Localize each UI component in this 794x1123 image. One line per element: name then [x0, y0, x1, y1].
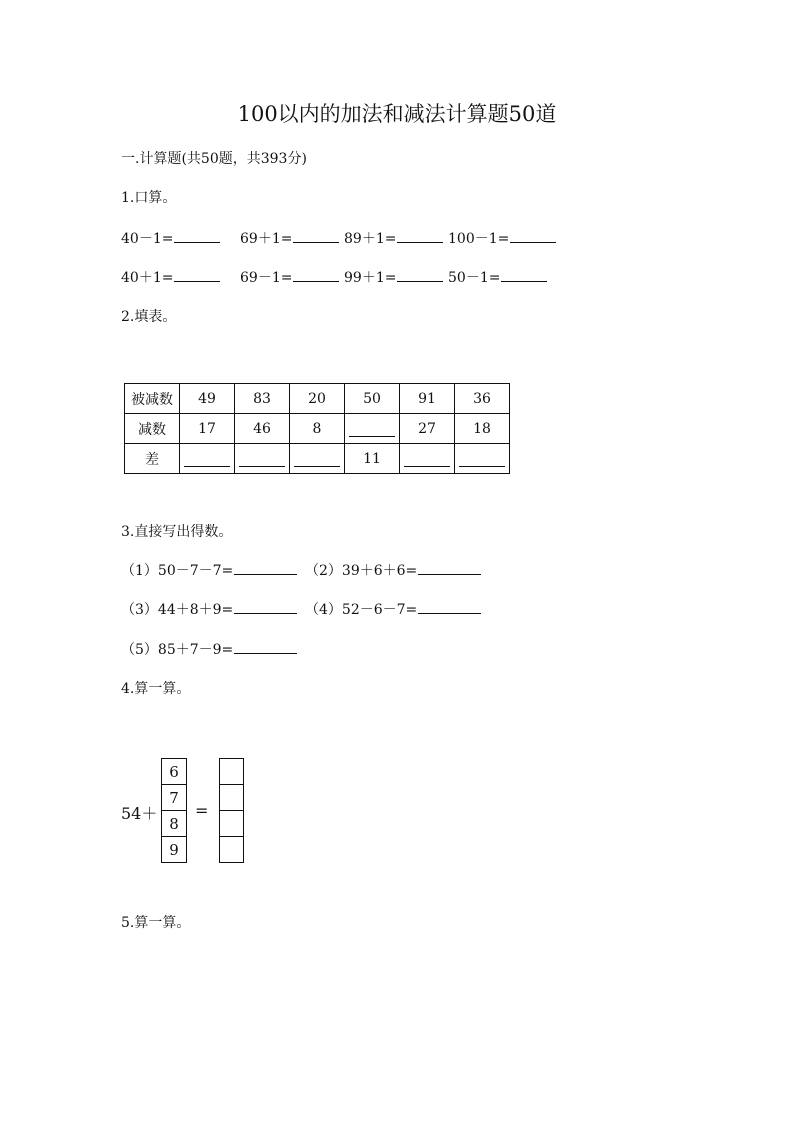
- table-cell: 20: [290, 384, 345, 414]
- answer-blank[interactable]: [418, 601, 481, 614]
- expression: 40－1=: [121, 231, 174, 247]
- table-row-minuend: [125, 384, 510, 414]
- answer-box[interactable]: [219, 837, 244, 863]
- row-header: 差: [125, 444, 180, 474]
- table-row-difference: [125, 444, 510, 474]
- oral-calc-item: [344, 267, 443, 287]
- table-row-subtrahend: [125, 414, 510, 444]
- expression: （5）85＋7－9=: [121, 642, 234, 658]
- addend-cell: 8: [161, 811, 187, 837]
- direct-calc-item: [305, 599, 481, 619]
- answer-blank[interactable]: [459, 452, 505, 467]
- question-3-label: 3.直接写出得数。: [121, 524, 233, 540]
- answer-box[interactable]: [219, 785, 244, 811]
- direct-calc-item: [305, 560, 481, 580]
- expression: 100－1=: [448, 231, 510, 247]
- answer-blank[interactable]: [404, 452, 450, 467]
- answer-blank[interactable]: [418, 562, 481, 575]
- equals-sign: =: [195, 801, 209, 820]
- answer-column: [219, 758, 244, 863]
- answer-box[interactable]: [219, 758, 244, 785]
- table-cell: 46: [235, 414, 290, 444]
- question-4-label: 4.算一算。: [121, 681, 191, 697]
- expression: 69－1=: [240, 270, 293, 286]
- question-2-label: 2.填表。: [121, 309, 177, 325]
- expression: 50－1=: [448, 270, 501, 286]
- addend-cell: 6: [161, 758, 187, 785]
- answer-blank[interactable]: [510, 230, 556, 243]
- table-cell: 36: [455, 384, 510, 414]
- expression: （4）52－6－7=: [305, 602, 418, 618]
- oral-calc-item: [240, 267, 339, 287]
- section-heading: 一.计算题(共50题，共393分): [121, 151, 307, 167]
- table-cell: 8: [290, 414, 345, 444]
- expression: 69＋1=: [240, 231, 293, 247]
- direct-calc-item: [121, 639, 297, 659]
- table-cell: [290, 444, 345, 474]
- table-cell: 27: [400, 414, 455, 444]
- table-cell: 17: [180, 414, 235, 444]
- expression: 89＋1=: [344, 231, 397, 247]
- oral-calc-item: [448, 228, 556, 248]
- table-cell: [400, 444, 455, 474]
- answer-blank[interactable]: [234, 601, 297, 614]
- answer-blank[interactable]: [239, 452, 285, 467]
- oral-calc-item: [448, 267, 547, 287]
- expression: 40＋1=: [121, 270, 174, 286]
- answer-blank[interactable]: [397, 269, 443, 282]
- answer-blank[interactable]: [293, 269, 339, 282]
- answer-blank[interactable]: [234, 641, 297, 654]
- table-cell: [345, 414, 400, 444]
- expression: 99＋1=: [344, 270, 397, 286]
- answer-blank[interactable]: [293, 230, 339, 243]
- answer-blank[interactable]: [397, 230, 443, 243]
- addend-cell: 7: [161, 785, 187, 811]
- question-1-label: 1.口算。: [121, 190, 177, 206]
- table-cell: [180, 444, 235, 474]
- answer-blank[interactable]: [174, 269, 220, 282]
- answer-blank[interactable]: [184, 452, 230, 467]
- table-cell: 50: [345, 384, 400, 414]
- answer-blank[interactable]: [349, 422, 395, 437]
- question-5-label: 5.算一算。: [121, 915, 191, 931]
- oral-calc-item: [121, 267, 220, 287]
- table-cell: [235, 444, 290, 474]
- base-expression: 54＋: [121, 804, 158, 823]
- expression: （3）44＋8＋9=: [121, 602, 234, 618]
- direct-calc-item: [121, 599, 297, 619]
- row-header: 减数: [125, 414, 180, 444]
- addend-column: [161, 758, 187, 863]
- addend-cell: 9: [161, 837, 187, 863]
- table-cell: 83: [235, 384, 290, 414]
- table-cell: 91: [400, 384, 455, 414]
- answer-blank[interactable]: [294, 452, 340, 467]
- table-cell: 18: [455, 414, 510, 444]
- row-header: 被减数: [125, 384, 180, 414]
- table-cell: 49: [180, 384, 235, 414]
- table-cell: 11: [345, 444, 400, 474]
- subtraction-table: [124, 383, 510, 474]
- direct-calc-item: [121, 560, 297, 580]
- answer-blank[interactable]: [234, 562, 297, 575]
- oral-calc-item: [121, 228, 220, 248]
- table-cell: [455, 444, 510, 474]
- answer-blank[interactable]: [174, 230, 220, 243]
- answer-box[interactable]: [219, 811, 244, 837]
- oral-calc-item: [240, 228, 339, 248]
- answer-blank[interactable]: [501, 269, 547, 282]
- oral-calc-item: [344, 228, 443, 248]
- page-title: 100以内的加法和减法计算题50道: [237, 102, 557, 126]
- expression: （2）39＋6＋6=: [305, 563, 418, 579]
- expression: （1）50－7－7=: [121, 563, 234, 579]
